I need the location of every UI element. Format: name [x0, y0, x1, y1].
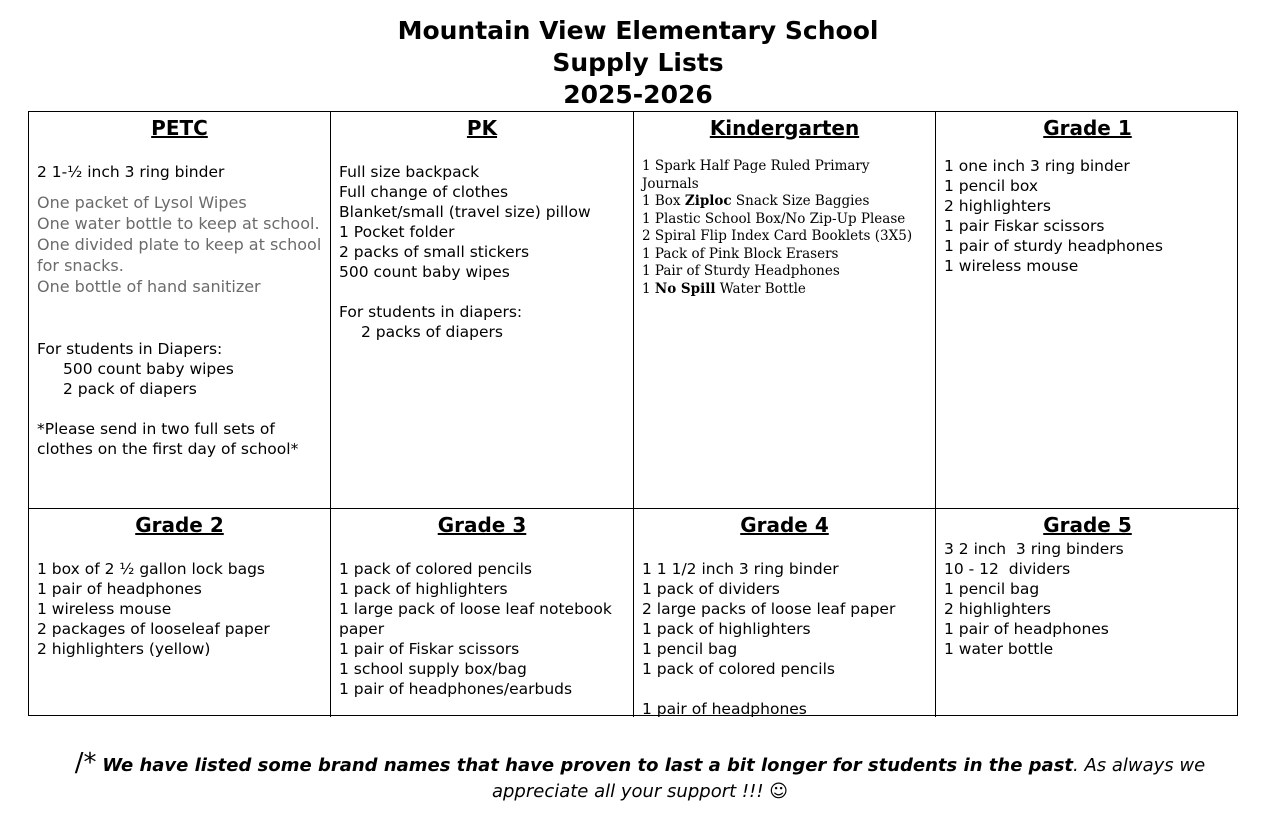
list-item: One water bottle to keep at school. [37, 214, 320, 233]
list-item: 1 wireless mouse [944, 257, 1079, 275]
list-item: 1 Plastic School Box/No Zip-Up Please [642, 210, 906, 227]
list-item: 10 - 12 dividers [944, 560, 1071, 578]
list-item: 2 highlighters [944, 197, 1051, 215]
list-item: 2 pack of diapers [63, 380, 197, 398]
list-item: 1 pair of sturdy headphones [944, 237, 1163, 255]
list-item: One packet of Lysol Wipes [37, 193, 247, 212]
document-title: Supply Lists [552, 48, 724, 77]
cell-pk [331, 112, 634, 509]
heading-pk: PK [466, 116, 498, 140]
petc-list [37, 162, 322, 182]
list-item: 1 one inch 3 ring binder [944, 157, 1130, 175]
kindergarten-list [642, 158, 927, 298]
list-item: Full change of clothes [339, 183, 509, 201]
list-item: Full size backpack [339, 163, 480, 181]
list-item: 1 water bottle [944, 640, 1054, 658]
list-item: 1 wireless mouse [37, 600, 172, 618]
heading-grade3: Grade 3 [437, 513, 527, 537]
list-item: 1 pack of dividers [642, 580, 780, 598]
footer-rest-text: . As always we appreciate all your support !!! ☺ [491, 755, 1206, 802]
petc-grey-list [37, 192, 322, 297]
list-item: 1 Spark Half Page Ruled Primary Journals [642, 158, 870, 192]
list-item: 2 large packs of loose leaf paper [642, 600, 896, 618]
list-item: 1 pencil bag [642, 640, 738, 658]
list-item: 1 Pack of Pink Block Erasers [642, 245, 839, 262]
list-item: 2 highlighters (yellow) [37, 640, 211, 658]
petc-note: *Please send in two full sets of clothes on the first day of school* [37, 420, 299, 458]
list-item: 2 highlighters [944, 600, 1051, 618]
list-item: 1 pair of headphones [944, 620, 1109, 638]
list-item: 2 packages of looseleaf paper [37, 620, 270, 638]
list-item: 1 pack of colored pencils [642, 660, 835, 678]
list-item: 2 1-½ inch 3 ring binder [37, 163, 225, 181]
heading-grade5: Grade 5 [1043, 513, 1132, 537]
cell-grade5 [936, 509, 1239, 717]
list-item: 1 No Spill Water Bottle [642, 280, 806, 297]
list-item: 2 packs of small stickers [339, 243, 530, 261]
list-item: 1 1 1/2 inch 3 ring binder [642, 560, 839, 578]
list-item: 1 pencil bag [944, 580, 1040, 598]
list-item: 1 pair of headphones [37, 580, 202, 598]
list-item: 500 count baby wipes [63, 360, 234, 378]
list-item: 1 Pair of Sturdy Headphones [642, 263, 840, 279]
list-item: 1 pack of colored pencils [339, 560, 532, 578]
heading-grade2: Grade 2 [135, 513, 224, 537]
cell-grade2 [29, 509, 331, 717]
list-item: One divided plate to keep at school for snacks. [37, 235, 322, 275]
list-item: 1 Box Ziploc Snack Size Baggies [642, 193, 870, 209]
list-item: 1 box of 2 ½ gallon lock bags [37, 560, 265, 578]
grade3-list [339, 559, 625, 699]
grade1-list [944, 156, 1231, 276]
list-item: 1 school supply box/bag [339, 660, 527, 678]
footer-bold-text: We have listed some brand names that have proven to last a bit longer for students in the past [102, 755, 1074, 776]
list-item: 1 pair of headphones/earbuds [339, 680, 573, 698]
heading-kindergarten: Kindergarten [709, 116, 860, 140]
list-item: 1 pencil box [944, 177, 1039, 195]
school-name: Mountain View Elementary School [397, 16, 879, 45]
cell-kindergarten [634, 112, 936, 509]
supply-table [28, 111, 1238, 716]
cell-petc [29, 112, 331, 509]
list-item: 1 pack of highlighters [642, 620, 811, 638]
pk-list [339, 162, 625, 342]
list-item: 2 Spiral Flip Index Card Booklets (3X5) [642, 228, 913, 244]
cell-grade3 [331, 509, 634, 717]
diapers-heading: For students in diapers: [339, 303, 523, 321]
document-header [0, 0, 1276, 111]
grade4-list [642, 559, 927, 717]
heading-grade1: Grade 1 [1043, 116, 1132, 140]
cell-grade1 [936, 112, 1239, 509]
list-item: 1 Pocket folder [339, 223, 455, 241]
list-item: 1 pack of highlighters [339, 580, 508, 598]
list-item: 3 2 inch 3 ring binders [944, 540, 1124, 558]
petc-diapers [37, 339, 322, 399]
heading-petc: PETC [151, 116, 208, 140]
grade2-list [37, 559, 322, 659]
list-item: 1 pair of headphones [642, 700, 807, 717]
diapers-heading: For students in Diapers: [37, 340, 223, 358]
list-item: 1 pair of Fiskar scissors [339, 640, 520, 658]
grade5-list [944, 539, 1231, 659]
list-item: 1 large pack of loose leaf notebook paper [339, 600, 612, 638]
list-item: Blanket/small (travel size) pillow [339, 203, 591, 221]
list-item: 1 pair Fiskar scissors [944, 217, 1105, 235]
list-item: 2 packs of diapers [361, 323, 503, 341]
cell-grade4 [634, 509, 936, 717]
footnote-mark: /* [74, 748, 97, 778]
list-item: 500 count baby wipes [339, 263, 510, 281]
heading-grade4: Grade 4 [740, 513, 829, 537]
school-year: 2025-2026 [563, 80, 713, 109]
list-item: One bottle of hand sanitizer [37, 277, 261, 296]
footer-note [60, 750, 1220, 805]
